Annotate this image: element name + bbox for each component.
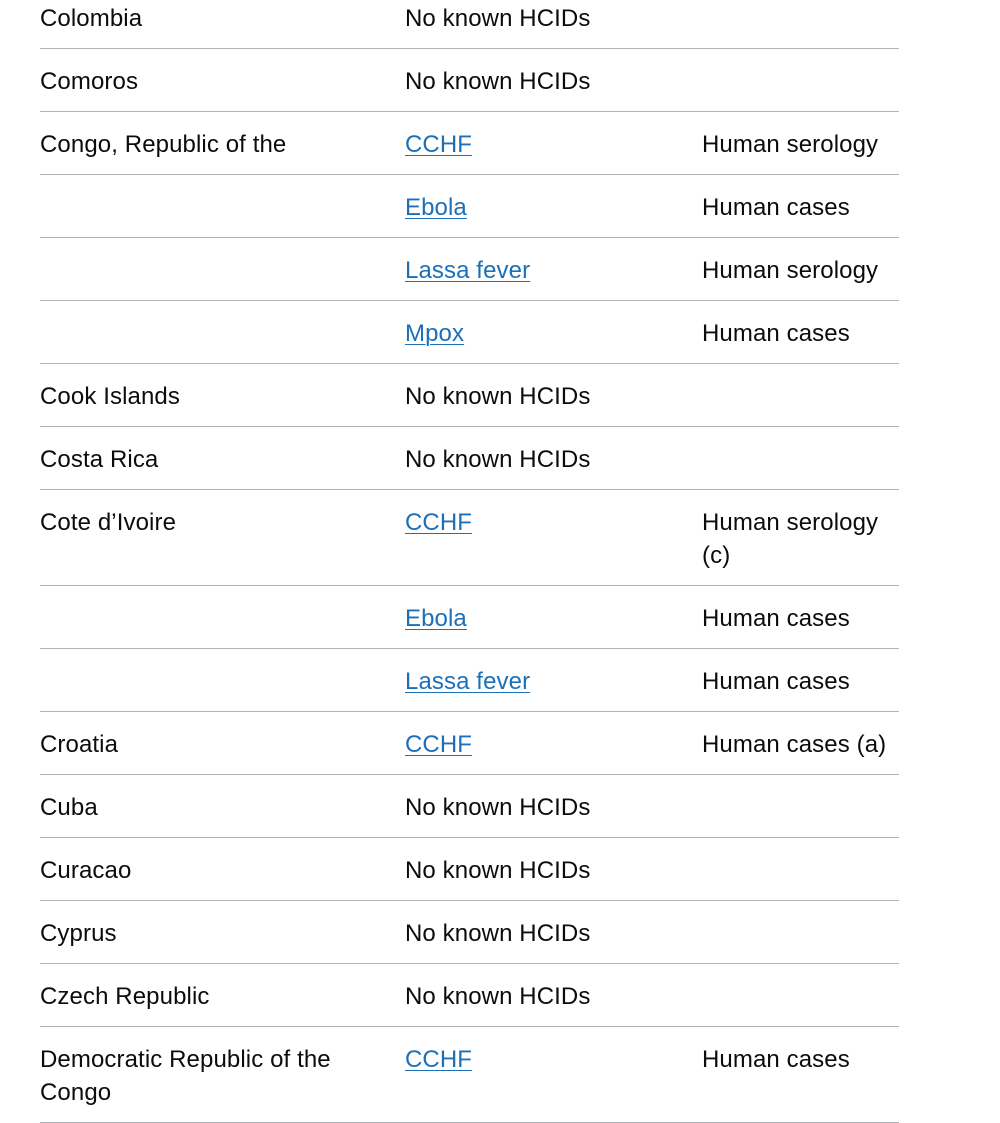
hcid-cell <box>405 712 702 775</box>
country-cell: Cote d’Ivoire <box>40 490 405 586</box>
country-cell <box>40 175 405 238</box>
hcid-link[interactable]: Lassa fever <box>405 668 531 695</box>
table-row <box>40 364 899 427</box>
hcid-cell <box>405 649 702 712</box>
country-cell: Croatia <box>40 712 405 775</box>
table-row <box>40 0 899 49</box>
evidence-cell: Human cases <box>702 586 899 649</box>
hcid-link[interactable]: Lassa fever <box>405 257 531 284</box>
evidence-cell: Human cases <box>702 301 899 364</box>
hcid-link[interactable]: CCHF <box>405 1046 473 1073</box>
table-row <box>40 175 899 238</box>
hcid-cell <box>405 1027 702 1123</box>
country-cell: Czech Republic <box>40 964 405 1027</box>
hcid-country-table <box>40 0 899 1123</box>
hcid-cell <box>405 964 702 1027</box>
hcid-cell <box>405 586 702 649</box>
hcid-link[interactable]: CCHF <box>405 731 473 758</box>
country-cell: Cyprus <box>40 901 405 964</box>
hcid-link[interactable]: Ebola <box>405 194 467 221</box>
country-cell <box>40 238 405 301</box>
hcid-cell <box>405 112 702 175</box>
table-row <box>40 964 899 1027</box>
country-cell <box>40 586 405 649</box>
country-cell: Curacao <box>40 838 405 901</box>
table-body <box>40 0 899 1123</box>
hcid-link[interactable]: Ebola <box>405 605 467 632</box>
hcid-cell <box>405 301 702 364</box>
evidence-cell: Human cases <box>702 649 899 712</box>
hcid-cell <box>405 490 702 586</box>
hcid-cell <box>405 49 702 112</box>
evidence-cell <box>702 364 899 427</box>
evidence-cell: Human serology <box>702 238 899 301</box>
country-cell: Comoros <box>40 49 405 112</box>
table-row <box>40 775 899 838</box>
hcid-link[interactable]: CCHF <box>405 509 473 536</box>
hcid-text: No known HCIDs <box>405 446 591 473</box>
evidence-cell <box>702 901 899 964</box>
hcid-text: No known HCIDs <box>405 983 591 1010</box>
hcid-cell <box>405 427 702 490</box>
hcid-text: No known HCIDs <box>405 68 591 95</box>
country-cell: Democratic Republic of the Congo <box>40 1027 405 1123</box>
hcid-link[interactable]: Mpox <box>405 320 465 347</box>
table-row <box>40 901 899 964</box>
table-row <box>40 238 899 301</box>
country-cell: Costa Rica <box>40 427 405 490</box>
evidence-cell <box>702 49 899 112</box>
hcid-text: No known HCIDs <box>405 920 591 947</box>
hcid-cell <box>405 364 702 427</box>
hcid-cell <box>405 775 702 838</box>
table-row <box>40 649 899 712</box>
hcid-text: No known HCIDs <box>405 5 591 32</box>
hcid-text: No known HCIDs <box>405 857 591 884</box>
table-row <box>40 112 899 175</box>
evidence-cell: Human cases (a) <box>702 712 899 775</box>
hcid-cell <box>405 0 702 49</box>
country-cell: Congo, Republic of the <box>40 112 405 175</box>
country-cell: Cuba <box>40 775 405 838</box>
country-cell <box>40 301 405 364</box>
evidence-cell <box>702 838 899 901</box>
table-row <box>40 427 899 490</box>
evidence-cell: Human cases <box>702 175 899 238</box>
hcid-text: No known HCIDs <box>405 383 591 410</box>
evidence-cell <box>702 427 899 490</box>
table-row <box>40 586 899 649</box>
evidence-cell: Human cases <box>702 1027 899 1123</box>
hcid-link[interactable]: CCHF <box>405 131 473 158</box>
table-row <box>40 301 899 364</box>
hcid-cell <box>405 238 702 301</box>
hcid-cell <box>405 901 702 964</box>
evidence-cell <box>702 964 899 1027</box>
hcid-text: No known HCIDs <box>405 794 591 821</box>
country-cell: Colombia <box>40 0 405 49</box>
country-cell <box>40 649 405 712</box>
evidence-cell <box>702 775 899 838</box>
table-row <box>40 1027 899 1123</box>
hcid-cell <box>405 175 702 238</box>
evidence-cell: Human serology <box>702 112 899 175</box>
hcid-cell <box>405 838 702 901</box>
table-row <box>40 490 899 586</box>
table-row <box>40 838 899 901</box>
table-row <box>40 49 899 112</box>
country-cell: Cook Islands <box>40 364 405 427</box>
evidence-cell: Human serology (c) <box>702 490 899 586</box>
evidence-cell <box>702 0 899 49</box>
table-row <box>40 712 899 775</box>
